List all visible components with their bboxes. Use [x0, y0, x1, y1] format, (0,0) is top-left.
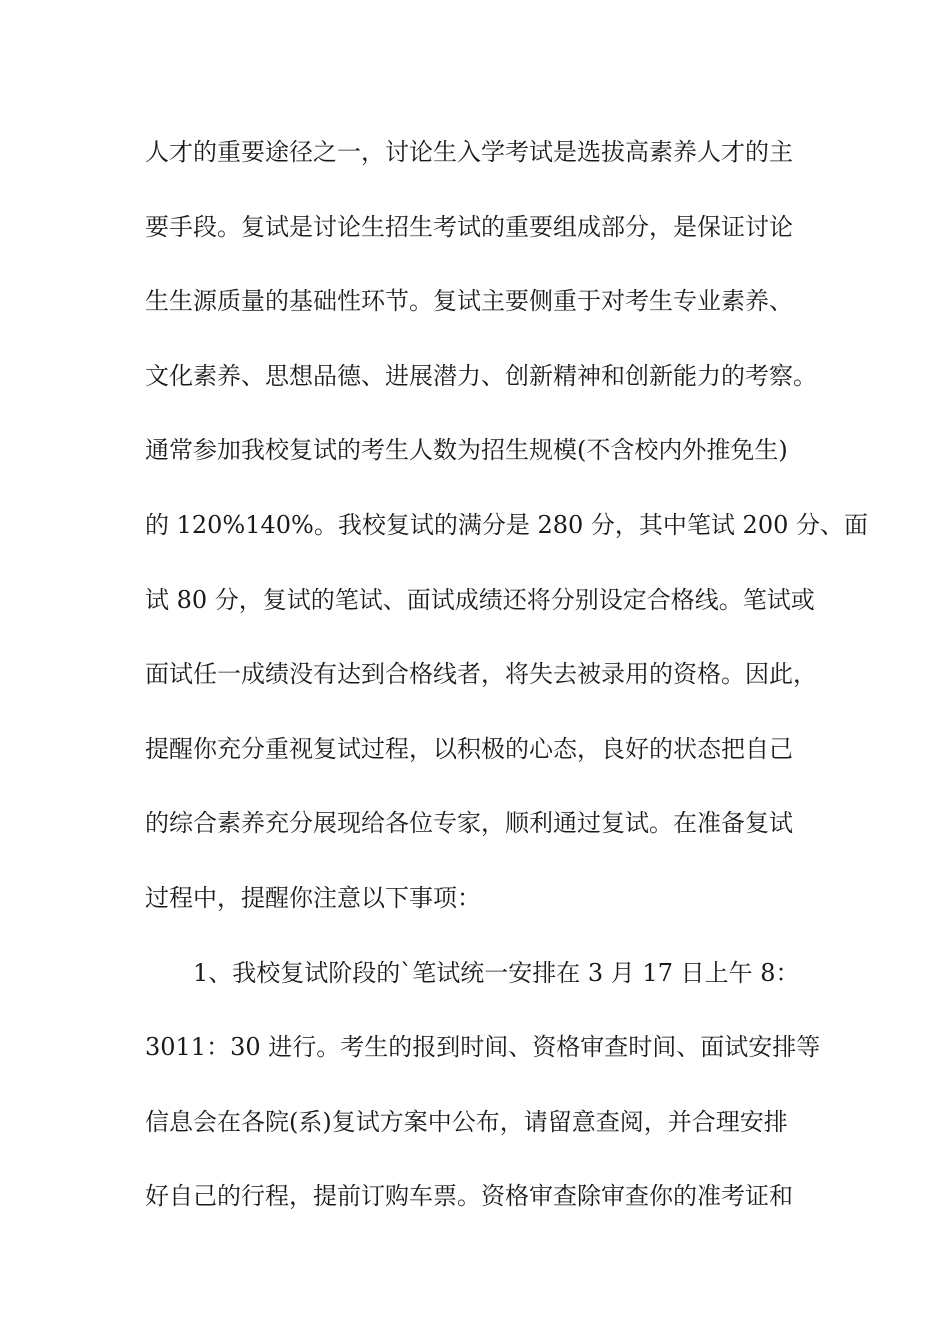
text-line: 3011：30 进行。考生的报到时间、资格审查时间、面试安排等	[145, 1033, 821, 1062]
text-line: 的 120%140%。我校复试的满分是 280 分，其中笔试 200 分、面	[145, 510, 868, 539]
text-line: 信息会在各院(系)复试方案中公布，请留意查阅，并合理安排	[145, 1107, 788, 1136]
text-line: 的综合素养充分展现给各位专家，顺利通过复试。在准备复试	[145, 809, 793, 838]
text-line: 过程中，提醒你注意以下事项：	[145, 883, 481, 912]
text-line: 文化素养、思想品德、进展潜力、创新精神和创新能力的考察。	[145, 361, 817, 390]
text-line: 通常参加我校复试的考生人数为招生规模(不含校内外推免生)	[145, 436, 788, 465]
text-line: 要手段。复试是讨论生招生考试的重要组成部分，是保证讨论	[145, 212, 793, 241]
text-line: 好自己的行程，提前订购车票。资格审查除审查你的准考证和	[145, 1182, 793, 1211]
text-line: 提醒你充分重视复试过程，以积极的心态，良好的状态把自己	[145, 734, 793, 763]
text-line: 试 80 分，复试的笔试、面试成绩还将分别设定合格线。笔试或	[145, 585, 815, 614]
body-text	[145, 130, 868, 1249]
text-line: 面试任一成绩没有达到合格线者，将失去被录用的资格。因此，	[145, 660, 817, 689]
text-line: 生生源质量的基础性环节。复试主要侧重于对考生专业素养、	[145, 287, 793, 316]
list-item-1-line: 1、我校复试阶段的`笔试统一安排在 3 月 17 日上午 8：	[193, 958, 800, 987]
text-line: 人才的重要途径之一，讨论生入学考试是选拔高素养人才的主	[145, 138, 793, 166]
